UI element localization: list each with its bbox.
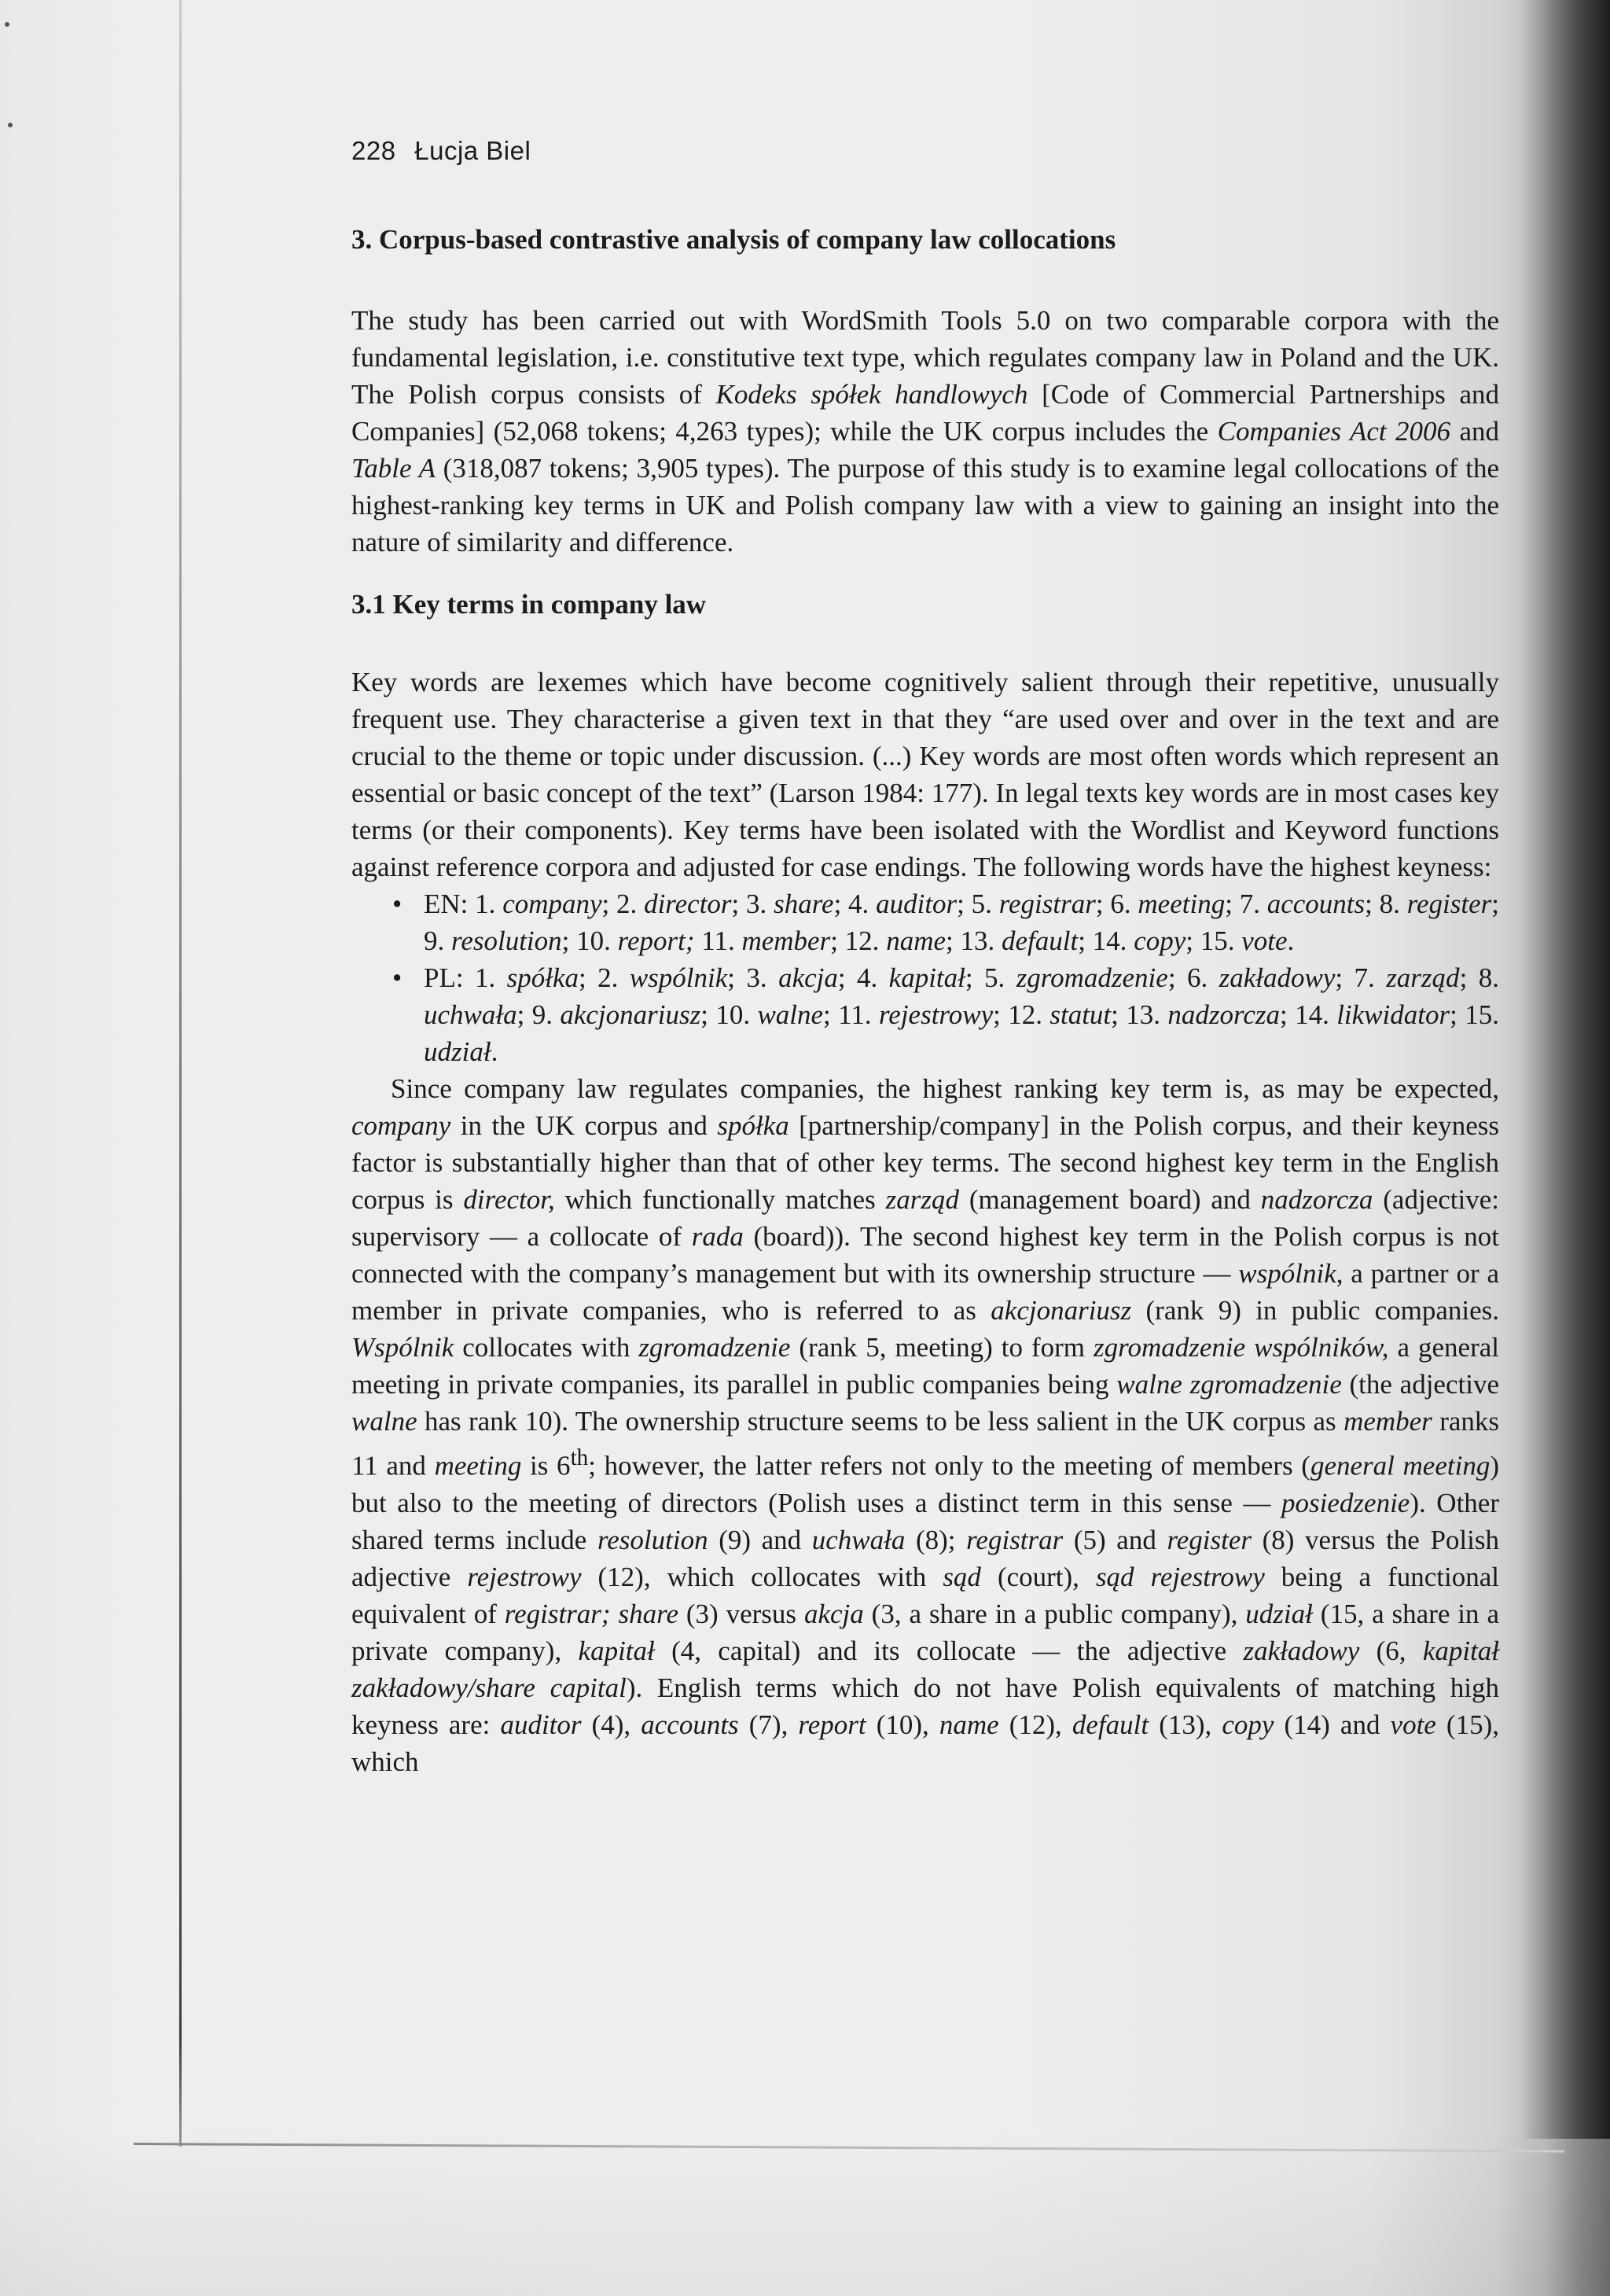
- book-page: [351, 132, 1499, 1780]
- italic-term: sąd rejestrowy: [1095, 1561, 1265, 1592]
- italic-term: uchwała: [424, 999, 517, 1030]
- italic-term: registrar; share: [504, 1598, 678, 1629]
- italic-term: udział: [424, 1036, 491, 1067]
- italic-term: member: [741, 925, 831, 956]
- italic-term: vote: [1390, 1709, 1436, 1740]
- italic-term: akcjonariusz: [991, 1295, 1132, 1326]
- italic-term: spółka: [506, 962, 579, 993]
- author-name: Łucja Biel: [414, 136, 531, 165]
- list-item-text: EN: 1. company; 2. director; 3. share; 4. auditor; 5. registrar; 6. meeting; 7. accounts; 8. register; 9. resolution; 10. report; 11. member; 12. name; 13. default; 14. copy; 15. vote.: [424, 889, 1500, 956]
- running-head: [351, 132, 1499, 169]
- italic-term: report;: [617, 925, 695, 956]
- keyness-list: [351, 885, 1499, 1070]
- italic-term: zarząd: [1386, 962, 1460, 993]
- italic-term: kapitał: [888, 962, 965, 993]
- right-edge-shadow: [1521, 0, 1610, 2139]
- italic-term: walne: [351, 1406, 417, 1437]
- bullet-icon: •: [392, 962, 402, 993]
- italic-term: register: [1406, 889, 1492, 919]
- italic-term: member: [1344, 1406, 1432, 1437]
- scan-speck: [8, 123, 13, 127]
- italic-term: wspólnik: [1238, 1258, 1336, 1289]
- italic-term: company: [502, 889, 602, 919]
- section-paragraph: The study has been carried out with WordSmith Tools 5.0 on two comparable corpora with the fundamental legislation, i.e. constitutive text type, which regulates company law in Poland and the UK. The Polish corpus consists of Kodeks spółek handlowych [Code of Commercial Partnerships and Companies] (52,068 tokens; 4,263 types); while the UK corpus includes the Companies Act 2006 and Table A (318,087 tokens; 3,905 types). The purpose of this study is to examine legal collocations of the highest-ranking key terms in UK and Polish company law with a view to gaining an insight into the nature of similarity and difference.: [351, 305, 1499, 557]
- italic-term: walne: [757, 999, 824, 1030]
- list-item-pl: [392, 959, 1499, 1070]
- italic-term: walne zgromadzenie: [1116, 1369, 1342, 1400]
- italic-term: name: [939, 1709, 999, 1740]
- italic-term: wspólnik: [629, 962, 728, 993]
- italic-term: general meeting: [1310, 1450, 1491, 1481]
- italic-term: akcja: [778, 962, 838, 993]
- italic-term: udział: [1245, 1598, 1313, 1629]
- italic-term: statut: [1049, 999, 1112, 1030]
- italic-term: name: [886, 925, 946, 956]
- italic-term: resolution: [597, 1524, 708, 1555]
- italic-term: default: [1071, 1709, 1149, 1740]
- italic-term: zgromadzenie wspólników,: [1094, 1332, 1389, 1363]
- italic-term: Kodeks spółek handlowych: [715, 379, 1028, 410]
- bullet-icon: •: [392, 889, 402, 919]
- italic-term: copy: [1222, 1709, 1274, 1740]
- italic-term: default: [1001, 925, 1079, 956]
- italic-term: zakładowy: [1243, 1635, 1360, 1666]
- italic-term: zakładowy: [1219, 962, 1336, 993]
- italic-term: akcjonariusz: [560, 999, 701, 1030]
- italic-term: director,: [463, 1184, 555, 1215]
- italic-term: registrar: [998, 889, 1096, 919]
- italic-term: director: [644, 889, 732, 919]
- superscript: th: [570, 1445, 589, 1470]
- italic-term: akcja: [803, 1598, 864, 1629]
- italic-term: registrar: [966, 1524, 1064, 1555]
- subsection-heading: 3.1 Key terms in company law: [351, 589, 707, 620]
- italic-term: kapitał: [578, 1635, 655, 1666]
- italic-term: zarząd: [885, 1184, 959, 1215]
- binding-edge: [179, 0, 182, 2147]
- italic-term: accounts: [1266, 889, 1366, 919]
- page-number: 228: [351, 136, 396, 165]
- italic-term: likwidator: [1336, 999, 1450, 1030]
- italic-term: spółka: [717, 1110, 789, 1141]
- italic-term: rada: [691, 1221, 744, 1252]
- bottom-margin: [0, 2123, 1610, 2296]
- italic-term: report: [798, 1709, 866, 1740]
- scan-speck: [5, 22, 9, 27]
- italic-term: rejestrowy: [467, 1561, 582, 1592]
- italic-term: nadzorcza: [1260, 1184, 1373, 1215]
- italic-term: meeting: [1138, 889, 1226, 919]
- italic-term: auditor: [500, 1709, 582, 1740]
- italic-term: resolution: [451, 925, 562, 956]
- keywords-paragraph: Key words are lexemes which have become cognitively salient through their repetitive, unusually frequent use. They characterise a given text in that they “are used over and over in the text and are crucial to the theme or topic under discussion. (...) Key words are most often words which represent an essential or basic concept of the text” (Larson 1984: 177). In legal texts key words are in most cases key terms (or their components). Key terms have been isolated with the Wordlist and Keyword functions against reference corpora and adjusted for case endings. The following words have the highest keyness:: [351, 667, 1499, 882]
- list-item-text: PL: 1. spółka; 2. wspólnik; 3. akcja; 4. kapitał; 5. zgromadzenie; 6. zakładowy; 7. zarząd; 8. uchwała; 9. akcjonariusz; 10. walne; 11. rejestrowy; 12. statut; 13. nadzorcza; 14. likwidator; 15. udział.: [424, 962, 1499, 1067]
- italic-term: rejestrowy: [878, 999, 994, 1030]
- italic-term: copy: [1134, 925, 1186, 956]
- italic-term: nadzorcza: [1167, 999, 1280, 1030]
- italic-term: zgromadzenie: [1016, 962, 1168, 993]
- italic-term: auditor: [876, 889, 958, 919]
- italic-term: register: [1167, 1524, 1252, 1555]
- italic-term: vote: [1241, 925, 1288, 956]
- italic-term: Wspólnik: [351, 1332, 454, 1363]
- list-item-en: [392, 885, 1499, 959]
- italic-term: Companies Act 2006: [1217, 416, 1451, 447]
- italic-term: uchwała: [811, 1524, 906, 1555]
- italic-term: posiedzenie: [1281, 1487, 1410, 1518]
- italic-term: kapitał zakładowy/share capital: [351, 1635, 1500, 1703]
- italic-term: share: [774, 889, 834, 919]
- italic-term: Table A: [351, 453, 436, 484]
- italic-term: meeting: [434, 1450, 522, 1481]
- italic-term: company: [351, 1110, 451, 1141]
- analysis-paragraph: Since company law regulates companies, the highest ranking key term is, as may be expected, company in the UK corpus and spółka [partnership/company] in the Polish corpus, and their keyness factor is substantially higher than that of other key terms. The second highest key term in the English corpus is director, which functionally matches zarząd (management board) and nadzorcza (adjective: supervisory — a collocate of rada (board)). The second highest key term in the Polish corpus is not connected with the company’s management but with its ownership structure — wspólnik, a partner or a member in private companies, who is referred to as akcjonariusz (rank 9) in public companies. Wspólnik collocates with zgromadzenie (rank 5, meeting) to form zgromadzenie wspólników, a general meeting in private companies, its parallel in public companies being walne zgromadzenie (the adjective walne has rank 10). The ownership structure seems to be less salient in the UK corpus as member ranks 11 and meeting is 6th; however, the latter refers not only to the meeting of members (general meeting) but also to the meeting of directors (Polish uses a distinct term in this sense — posiedzenie). Other shared terms include resolution (9) and uchwała (8); registrar (5) and register (8) versus the Polish adjective rejestrowy (12), which collocates with sąd (court), sąd rejestrowy being a functional equivalent of registrar; share (3) versus akcja (3, a share in a public company), udział (15, a share in a private company), kapitał (4, capital) and its collocate — the adjective zakładowy (6, kapitał zakładowy/share capital). English terms which do not have Polish equivalents of matching high keyness are: auditor (4), accounts (7), report (10), name (12), default (13), copy (14) and vote (15), which: [351, 1073, 1500, 1777]
- italic-term: sąd: [943, 1561, 981, 1592]
- section-heading: 3. Corpus-based contrastive analysis of company law collocations: [351, 224, 1116, 255]
- italic-term: zgromadzenie: [638, 1332, 791, 1363]
- italic-term: accounts: [641, 1709, 739, 1740]
